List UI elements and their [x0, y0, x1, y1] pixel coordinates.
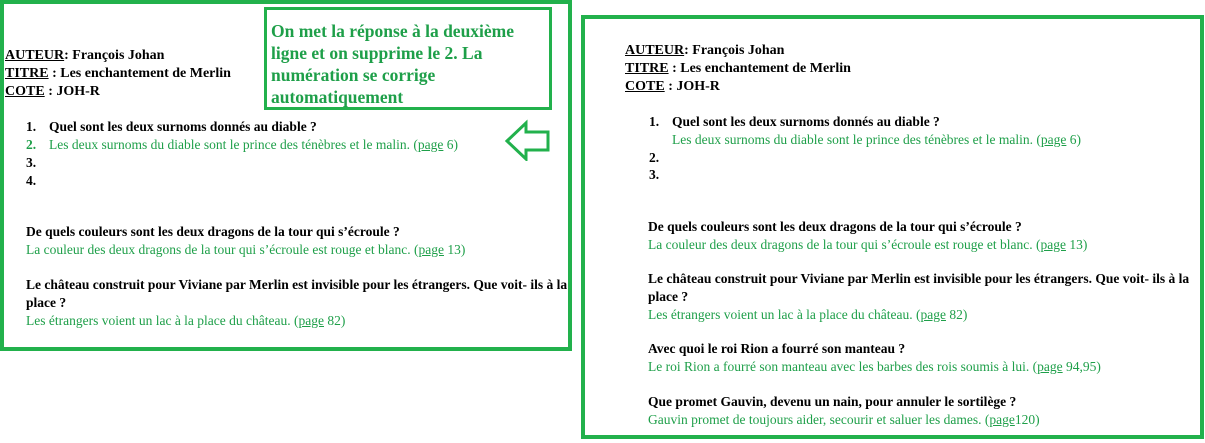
- list-number-3: 3.: [649, 167, 660, 182]
- page-link[interactable]: page: [1037, 359, 1063, 374]
- author-value: : François Johan: [684, 43, 785, 58]
- answer: Les étrangers voient un lac à la place du château. (page 82): [26, 313, 346, 328]
- question: Avec quoi le roi Rion a fourré son manteau ?: [648, 341, 906, 356]
- list-number-3: 3.: [26, 155, 37, 170]
- title-label: TITRE: [625, 61, 669, 76]
- title-value: : Les enchantement de Merlin: [668, 61, 851, 76]
- question: De quels couleurs sont les deux dragons de la tour qui s’écroule ?: [648, 219, 1022, 234]
- author-value: : François Johan: [64, 48, 165, 63]
- author-line: [625, 42, 784, 59]
- page-link[interactable]: page: [1040, 132, 1067, 147]
- page-link[interactable]: page: [1040, 237, 1066, 252]
- list-number-1: 1.: [26, 119, 37, 134]
- right-document-panel: [581, 15, 1204, 439]
- cote-label: COTE: [625, 79, 665, 94]
- cote-label: COTE: [5, 84, 45, 99]
- author-label: AUTEUR: [625, 43, 685, 58]
- question: De quels couleurs sont les deux dragons de la tour qui s’écroule ?: [26, 224, 400, 239]
- answer: Gauvin promet de toujours aider, secourir et saluer les dames. (page120): [648, 412, 1040, 427]
- author-label: AUTEUR: [5, 48, 65, 63]
- answer: Les étrangers voient un lac à la place du château. (page 82): [648, 307, 968, 322]
- arrow-left-outline-icon: [504, 113, 552, 161]
- answer: La couleur des deux dragons de la tour qui s’écroule est rouge et blanc. (page 13): [26, 242, 466, 257]
- list-number-1: 1.: [649, 114, 660, 129]
- question: Le château construit pour Viviane par Merlin est invisible pour les étrangers. Que voit- ils à la place ?: [26, 277, 568, 310]
- title-line: [625, 60, 851, 77]
- instruction-callout: [264, 7, 552, 110]
- page-link[interactable]: page: [920, 307, 946, 322]
- callout-text: On met la réponse à la deuxième ligne et on supprime le 2. La numération se corrige automatiquement: [271, 21, 515, 107]
- title-label: TITRE: [5, 66, 49, 81]
- list-number-2: 2.: [26, 137, 37, 152]
- list-number-2: 2.: [649, 150, 660, 165]
- list-item-1-answer: Les deux surnoms du diable sont le prince des ténèbres et le malin. (page 6): [672, 132, 1082, 147]
- page-link[interactable]: page: [417, 137, 444, 152]
- page-link[interactable]: page: [298, 313, 324, 328]
- title-value: : Les enchantement de Merlin: [48, 66, 231, 81]
- page-link[interactable]: page: [418, 242, 444, 257]
- list-item-1: Quel sont les deux surnoms donnés au diable ?: [672, 114, 940, 129]
- list-item-2-answer: Les deux surnoms du diable sont le prince des ténèbres et le malin. (page 6): [49, 137, 459, 152]
- answer: Le roi Rion a fourré son manteau avec les barbes des rois soumis à lui. (page 94,95): [648, 359, 1101, 374]
- list-number-4: 4.: [26, 173, 37, 188]
- answer: La couleur des deux dragons de la tour qui s’écroule est rouge et blanc. (page 13): [648, 237, 1088, 252]
- cote-value: : JOH-R: [664, 79, 720, 94]
- page-link[interactable]: page: [989, 412, 1015, 427]
- title-line: [5, 65, 231, 82]
- question: Que promet Gauvin, devenu un nain, pour annuler le sortilège ?: [648, 394, 1017, 409]
- author-line: [5, 47, 164, 64]
- cote-value: : JOH-R: [44, 84, 100, 99]
- list-item-1: Quel sont les deux surnoms donnés au diable ?: [49, 119, 317, 134]
- cote-line: [625, 78, 720, 95]
- question: Le château construit pour Viviane par Merlin est invisible pour les étrangers. Que voit- ils à la place ?: [648, 271, 1190, 304]
- cote-line: [5, 83, 100, 100]
